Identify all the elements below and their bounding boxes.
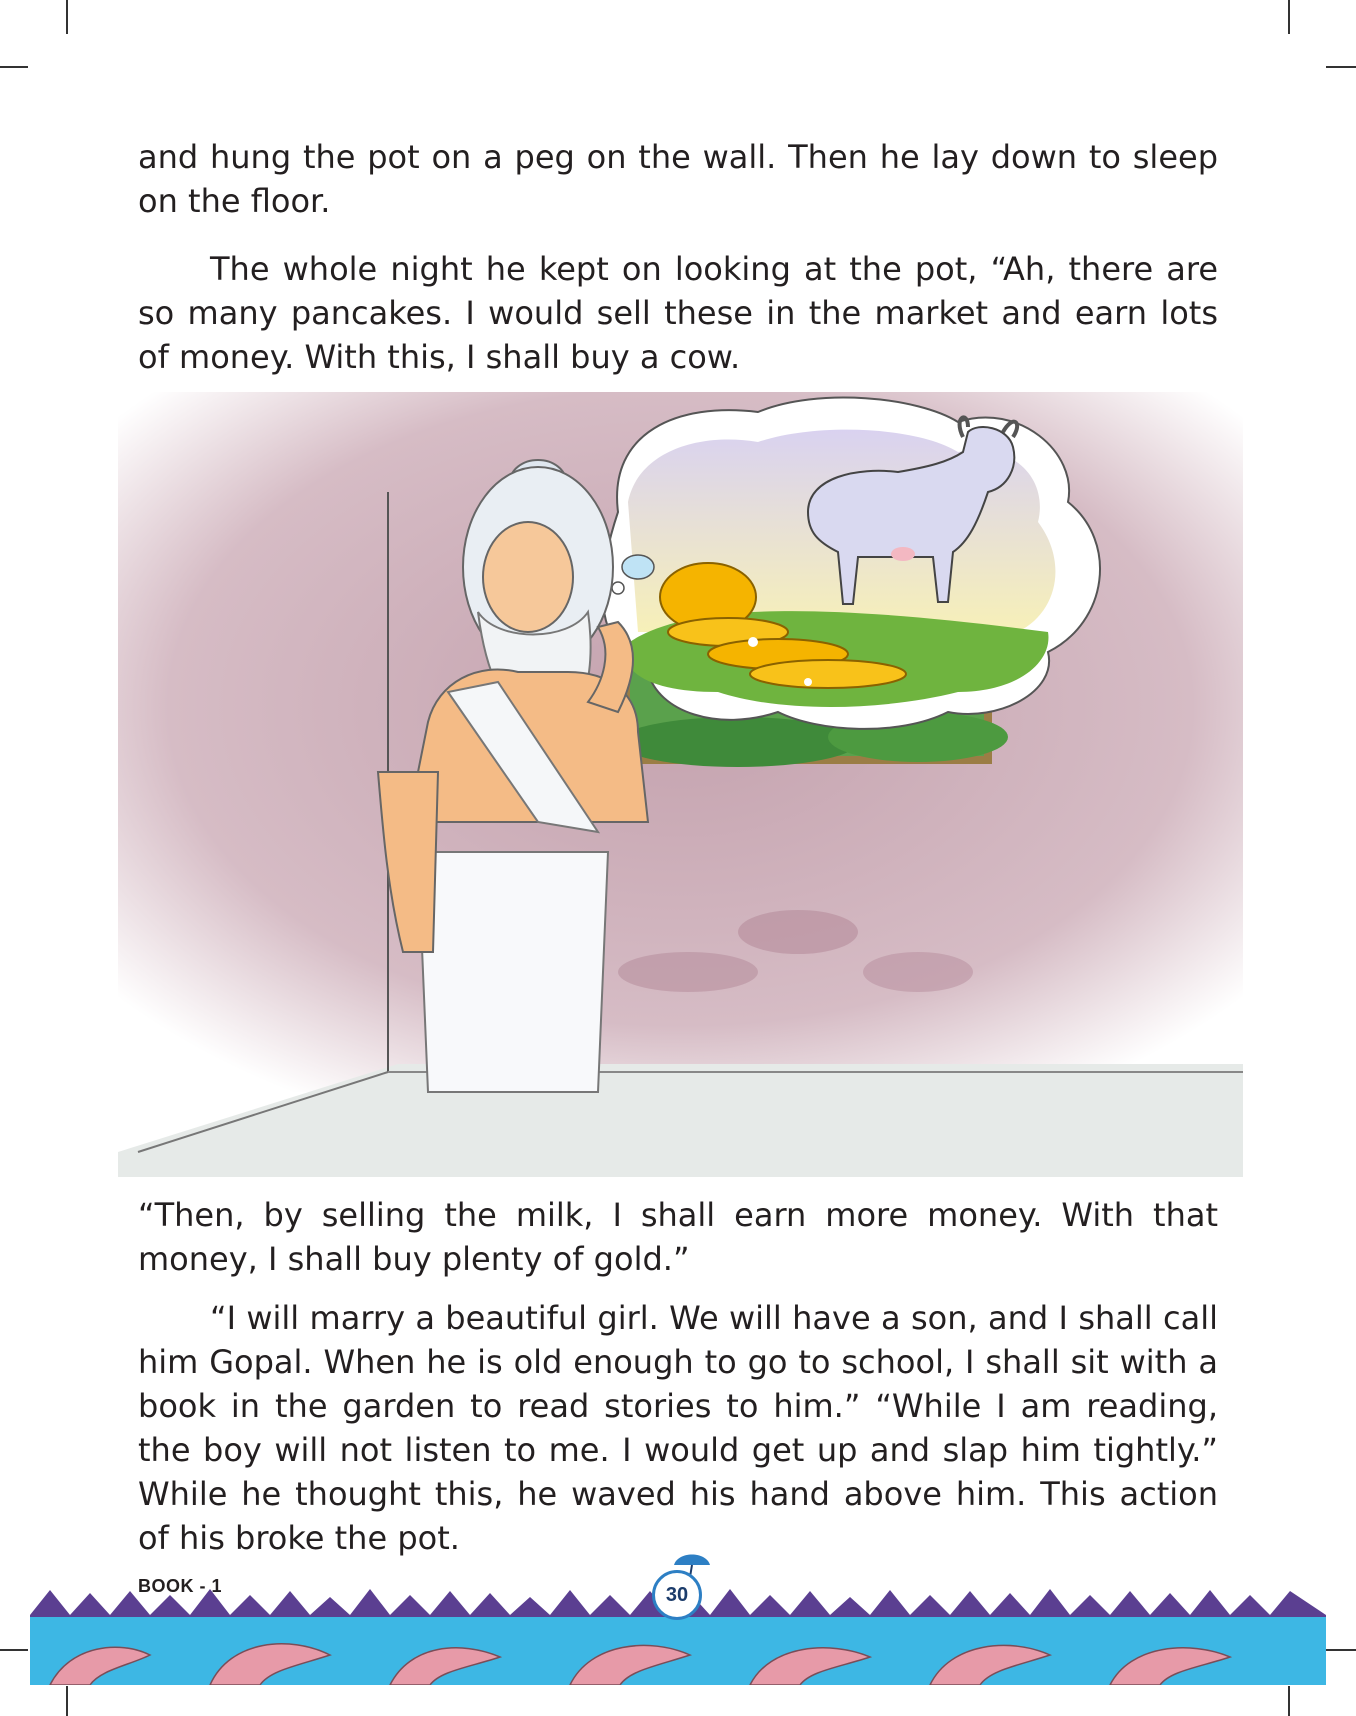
- story-paragraph: The whole night he kept on looking at the pot, “Ah, there are so many pancakes. I would sell these in the market and earn lots of money. With this, I shall buy a cow.: [138, 250, 1218, 376]
- crop-mark: [66, 0, 68, 34]
- book-label: BOOK - 1: [138, 1576, 223, 1596]
- crop-mark: [1288, 0, 1290, 34]
- page-number: 30: [652, 1570, 702, 1620]
- crop-mark: [1326, 66, 1356, 68]
- crop-mark: [0, 1649, 28, 1651]
- crop-mark: [66, 1686, 68, 1716]
- story-paragraph: and hung the pot on a peg on the wall. Then he lay down to sleep on the floor.: [138, 138, 1218, 220]
- story-illustration: [118, 392, 1243, 1177]
- story-paragraph: “Then, by selling the milk, I shall earn more money. With that money, I shall buy plenty of gold.”: [138, 1196, 1218, 1278]
- crop-mark: [1288, 1686, 1290, 1716]
- story-paragraph: “I will marry a beautiful girl. We will have a son, and I shall call him Gopal. When he is old enough to go to school, I shall sit with a book in the garden to read stories to him.” “While I am reading, the boy will not listen to me. I would get up and slap him tightly.” While he thought this, he waved his hand above him. This action of his broke the pot.: [138, 1299, 1218, 1557]
- crop-mark: [1326, 1649, 1356, 1651]
- crop-mark: [0, 66, 28, 68]
